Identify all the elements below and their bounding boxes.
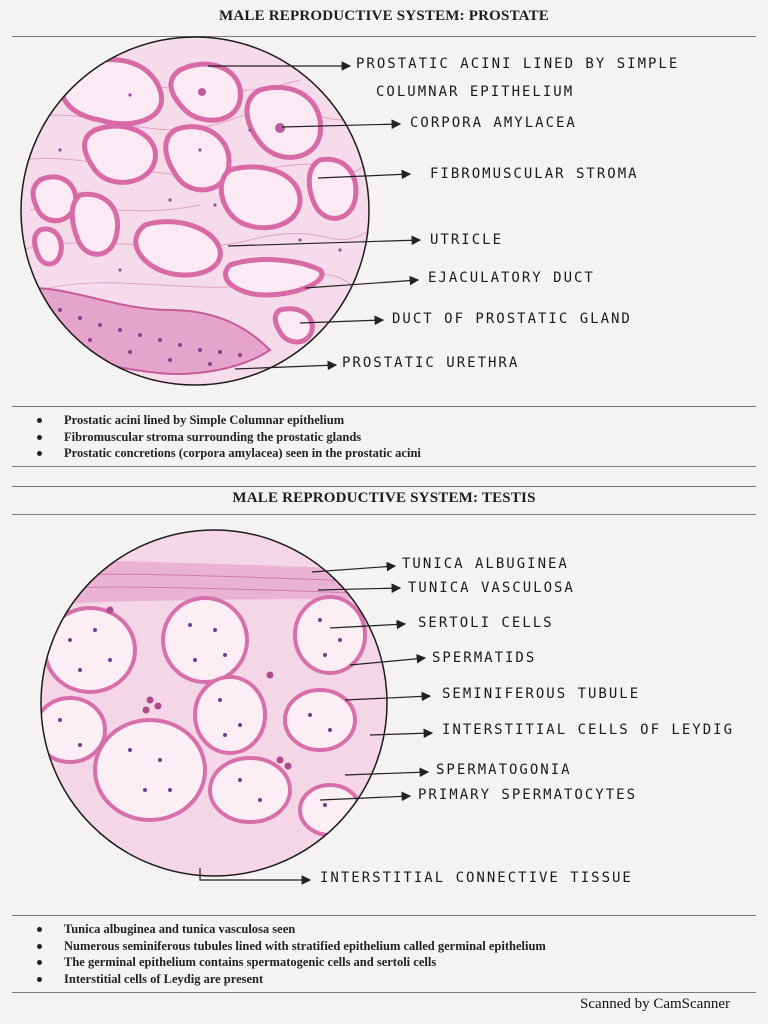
testis-tissue-circle: [30, 530, 400, 876]
label-spermatids: SPERMATIDS: [432, 650, 537, 666]
testis-title-rule: [12, 514, 756, 515]
prostate-notes: [36, 412, 421, 462]
label-tunica-vasculosa: TUNICA VASCULOSA: [408, 580, 575, 596]
testis-note: Tunica albuginea and tunica vasculosa seen: [36, 921, 546, 938]
prostate-note: Prostatic acini lined by Simple Columnar epithelium: [36, 412, 421, 429]
testis-note: Numerous seminiferous tubules lined with stratified epithelium called germinal epithelium: [36, 938, 546, 955]
testis-note: Interstitial cells of Leydig are present: [36, 971, 546, 988]
label-tunica-albuginea: TUNICA ALBUGINEA: [402, 556, 569, 572]
prostate-note: Prostatic concretions (corpora amylacea) seen in the prostatic acini: [36, 445, 421, 462]
label-interstitial-cells-of-leydig: INTERSTITIAL CELLS OF LEYDIG: [442, 722, 735, 738]
label-corpora-amylacea: CORPORA AMYLACEA: [410, 115, 577, 131]
testis-notes-rule-top: [12, 915, 756, 916]
label-sertoli-cells: SERTOLI CELLS: [418, 615, 554, 631]
label-prostatic-acini: PROSTATIC ACINI LINED BY SIMPLE: [356, 56, 680, 72]
prostate-note: Fibromuscular stroma surrounding the prostatic glands: [36, 429, 421, 446]
prostate-tissue-circle: [10, 37, 370, 385]
label-interstitial-connective-tissue: INTERSTITIAL CONNECTIVE TISSUE: [320, 870, 633, 886]
label-duct-of-prostatic-gland: DUCT OF PROSTATIC GLAND: [392, 311, 632, 327]
prostate-notes-rule-top: [12, 406, 756, 407]
label-ejaculatory-duct: EJACULATORY DUCT: [428, 270, 595, 286]
label-seminiferous-tubule: SEMINIFEROUS TUBULE: [442, 686, 641, 702]
testis-notes: [36, 921, 546, 987]
scanner-watermark: Scanned by CamScanner: [580, 996, 730, 1012]
prostate-section-title: MALE REPRODUCTIVE SYSTEM: PROSTATE: [218, 8, 550, 24]
testis-note: The germinal epithelium contains spermatogenic cells and sertoli cells: [36, 954, 546, 971]
label-columnar-epithelium: COLUMNAR EPITHELIUM: [376, 84, 575, 100]
label-prostatic-urethra: PROSTATIC URETHRA: [342, 355, 520, 371]
label-primary-spermatocytes: PRIMARY SPERMATOCYTES: [418, 787, 638, 803]
testis-section-title: MALE REPRODUCTIVE SYSTEM: TESTIS: [232, 490, 536, 506]
testis-title-rule-top: [12, 486, 756, 487]
label-spermatogonia: SPERMATOGONIA: [436, 762, 572, 778]
prostate-notes-rule-bottom: [12, 466, 756, 467]
label-fibromuscular-stroma: FIBROMUSCULAR STROMA: [430, 166, 639, 182]
testis-notes-rule-bottom: [12, 992, 756, 993]
label-utricle: UTRICLE: [430, 232, 504, 248]
